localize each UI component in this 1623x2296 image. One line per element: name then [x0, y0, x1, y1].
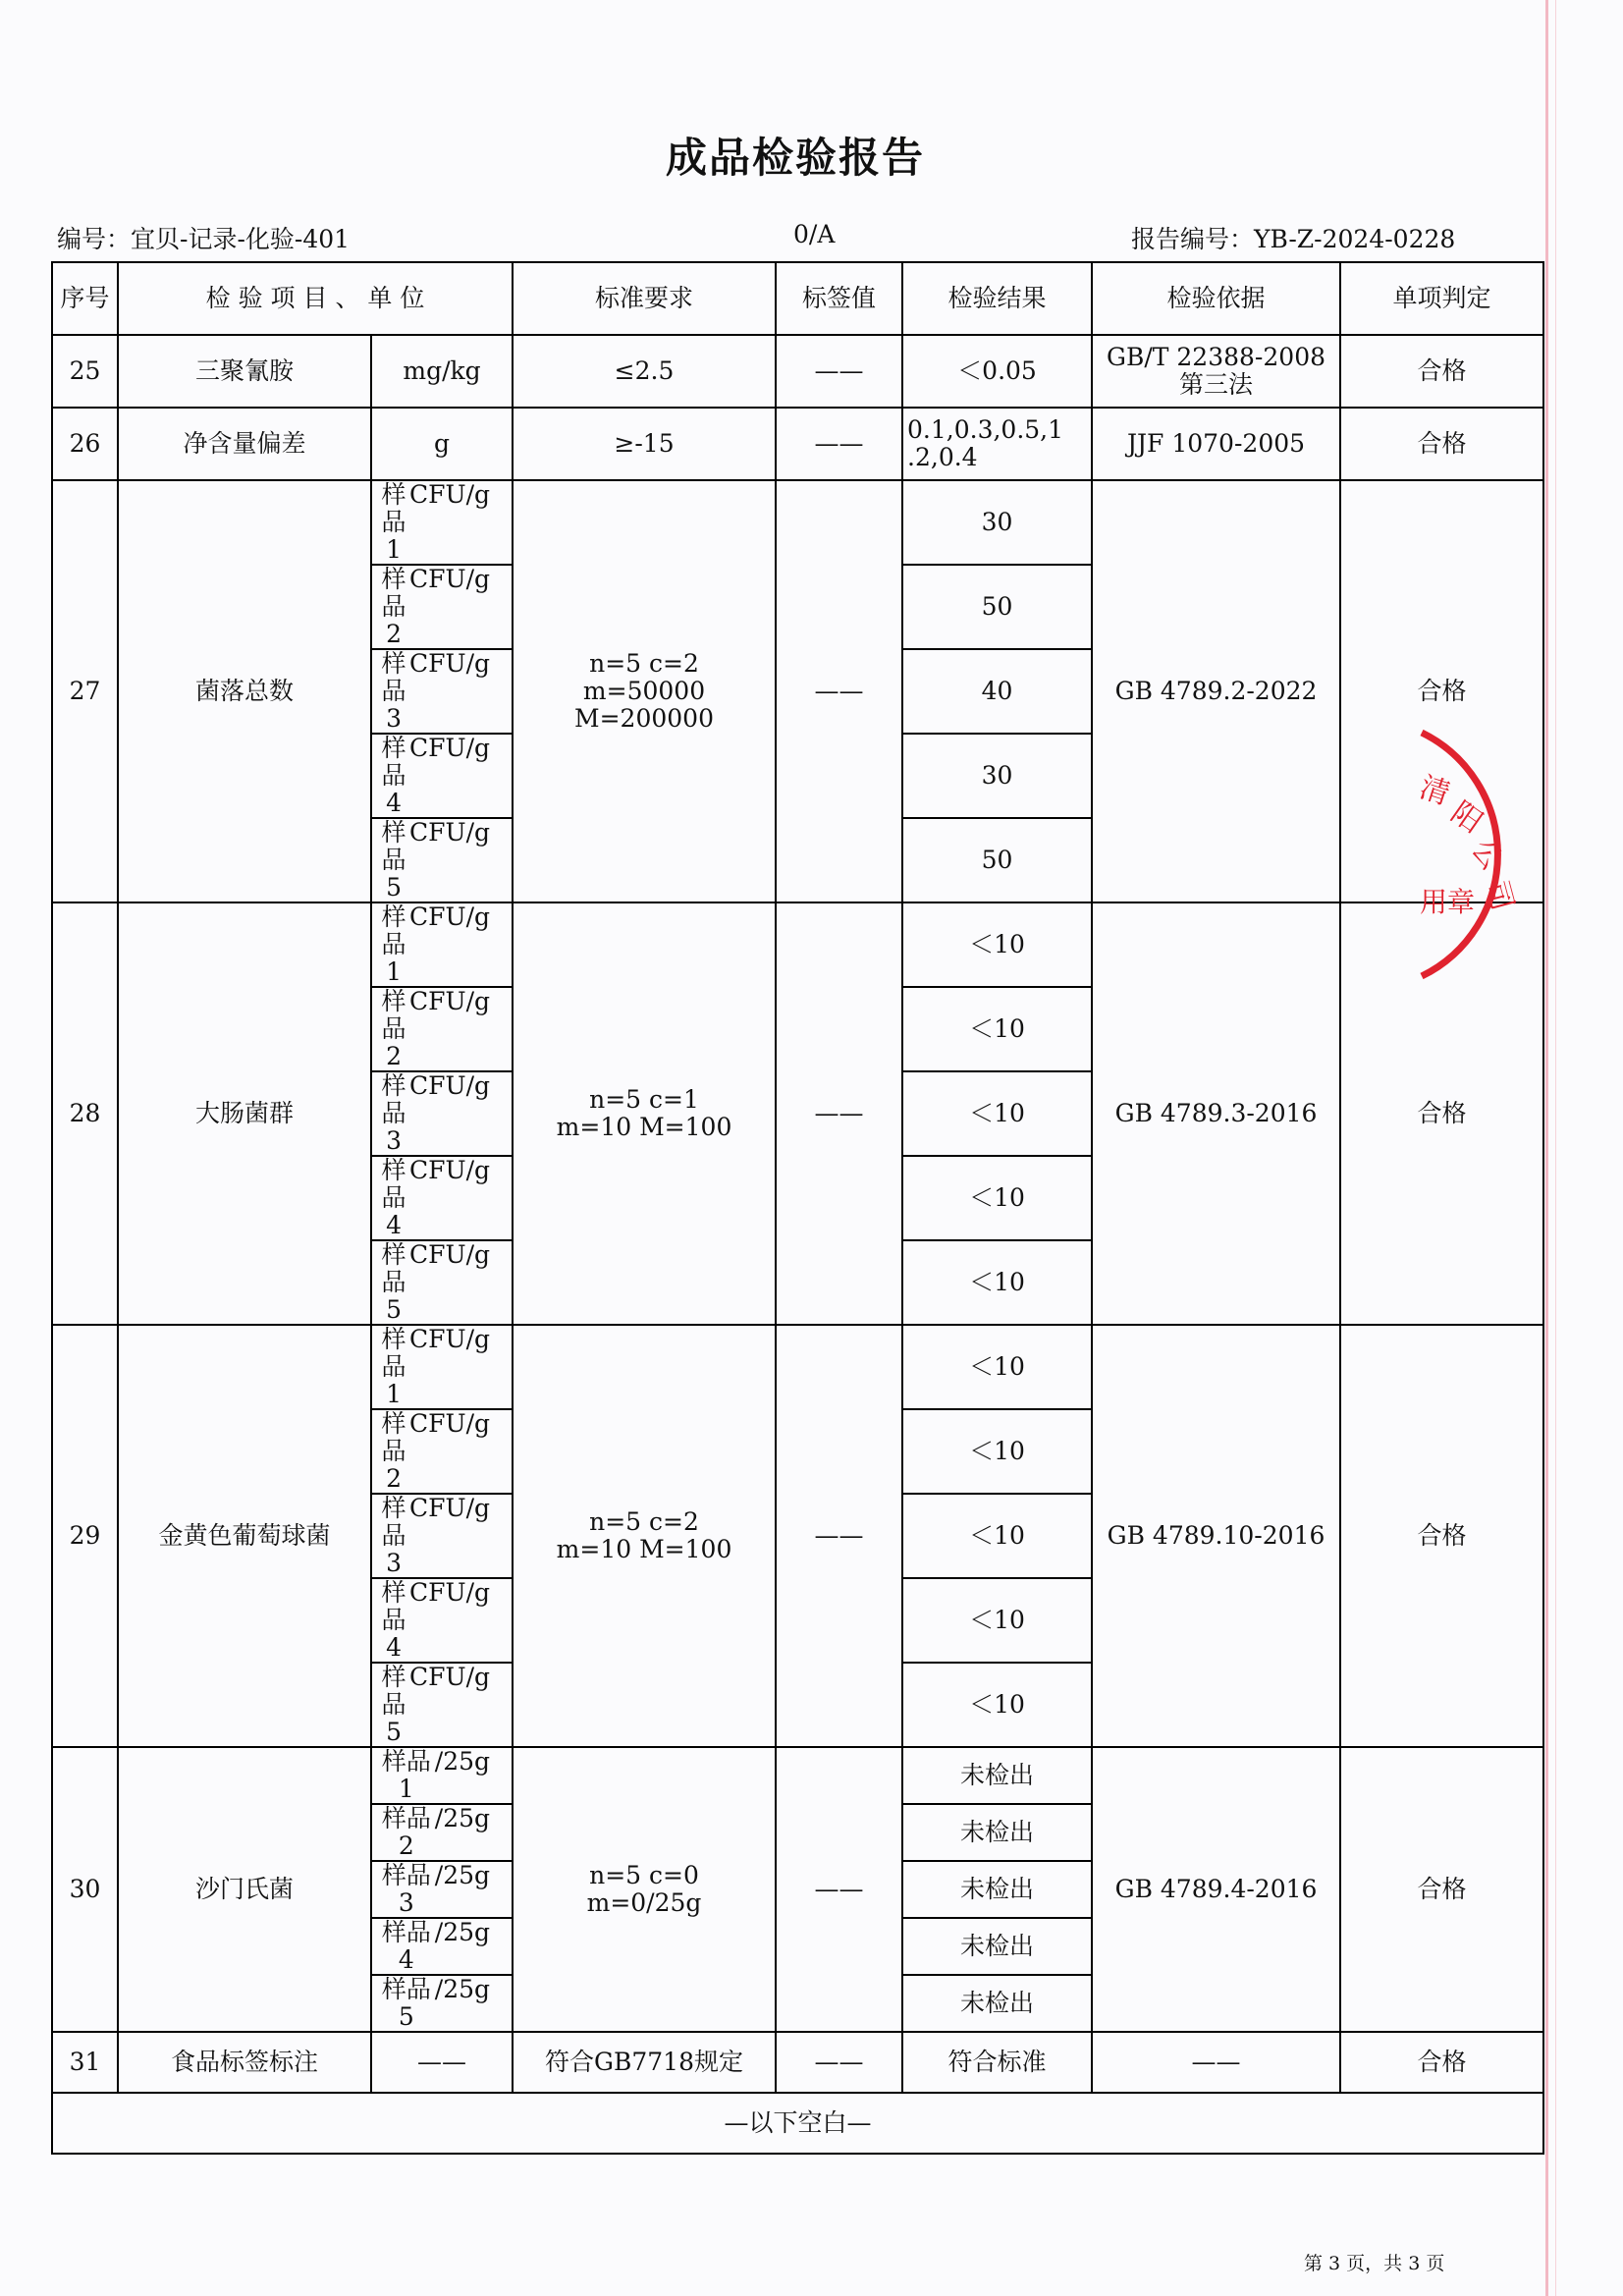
- inspection-table: [51, 261, 1544, 2155]
- seal-char: 阳: [1444, 794, 1489, 841]
- row-basis: GB 4789.2-2022: [1092, 480, 1340, 902]
- row-basis: GB 4789.3-2016: [1092, 902, 1340, 1325]
- row-basis: ——: [1092, 2032, 1340, 2093]
- standard-line-2: m=0/25g: [586, 1888, 702, 1917]
- sample-inner: [372, 1976, 512, 2031]
- sample-unit: CFU/g: [409, 1071, 491, 1100]
- row-verdict: 合格: [1340, 480, 1543, 902]
- sample-cell: [371, 1747, 513, 1804]
- sample-result: 50: [902, 565, 1092, 649]
- sample-result: ＜10: [902, 1409, 1092, 1494]
- table-row: [52, 1747, 1543, 1804]
- sample-cell: [371, 734, 513, 818]
- table-row: [52, 902, 1543, 987]
- sample-cell: [371, 1578, 513, 1663]
- row-standard: 符合GB7718规定: [513, 2032, 776, 2093]
- row-seq: 28: [52, 902, 118, 1325]
- header-result: 检验结果: [902, 262, 1092, 335]
- row-verdict: 合格: [1340, 335, 1543, 408]
- row-item-name: 三聚氰胺: [118, 335, 371, 408]
- sample-label: 样品4: [381, 1156, 406, 1239]
- sample-result: 未检出: [902, 1918, 1092, 1975]
- row-basis: [1092, 335, 1340, 408]
- row-seq: 26: [52, 408, 118, 480]
- row-seq: 31: [52, 2032, 118, 2093]
- sample-inner: [372, 903, 512, 986]
- row-verdict: 合格: [1340, 1325, 1543, 1747]
- blank-note: —以下空白—: [52, 2093, 1543, 2154]
- row-seq: 27: [52, 480, 118, 902]
- header-verdict: 单项判定: [1340, 262, 1543, 335]
- sample-result: ＜10: [902, 902, 1092, 987]
- sample-label: 样品3: [381, 1861, 431, 1917]
- sample-cell: [371, 818, 513, 902]
- seal-char: 用章: [1420, 886, 1476, 918]
- header-label-value: 标签值: [776, 262, 902, 335]
- sample-unit: CFU/g: [409, 480, 491, 509]
- row-seq: 29: [52, 1325, 118, 1747]
- sample-result: ＜10: [902, 1494, 1092, 1578]
- page-footer: 第 3 页，共 3 页: [1304, 2253, 1445, 2274]
- row-basis: GB 4789.4-2016: [1092, 1747, 1340, 2032]
- sample-unit: CFU/g: [409, 1325, 491, 1353]
- sample-unit: CFU/g: [409, 734, 491, 762]
- row-seq: 25: [52, 335, 118, 408]
- sample-cell: [371, 1918, 513, 1975]
- row-unit: ——: [371, 2032, 513, 2093]
- row-label-value: ——: [776, 1325, 902, 1747]
- row-standard: [513, 1747, 776, 2032]
- row-item-name: 净含量偏差: [118, 408, 371, 480]
- sample-cell: [371, 987, 513, 1071]
- row-item-name: 食品标签标注: [118, 2032, 371, 2093]
- sample-cell: [371, 1071, 513, 1156]
- basis-line-2: 第三法: [1179, 370, 1254, 399]
- sample-label: 样品4: [381, 1918, 431, 1974]
- sample-cell: [371, 1663, 513, 1747]
- sample-inner: [372, 1495, 512, 1577]
- row-item-name: 菌落总数: [118, 480, 371, 902]
- sample-unit: CFU/g: [409, 1494, 491, 1522]
- sample-result: ＜10: [902, 1663, 1092, 1747]
- result-line-2: .2,0.4: [907, 443, 978, 471]
- row-verdict: 合格: [1340, 2032, 1543, 2093]
- sample-unit: /25g: [434, 1918, 491, 1946]
- standard-line-1: n=5 c=2: [589, 649, 699, 678]
- header-seq: 序号: [52, 262, 118, 335]
- sample-inner: [372, 650, 512, 733]
- standard-line-1: n=5 c=1: [589, 1085, 699, 1114]
- report-number: 报告编号：YB-Z-2024-0228: [1131, 225, 1456, 253]
- sample-label: 样品2: [381, 565, 406, 648]
- document-version: 0/A: [793, 220, 836, 248]
- sample-result: 30: [902, 734, 1092, 818]
- row-label-value: ——: [776, 902, 902, 1325]
- basis-line-1: GB/T 22388-2008: [1107, 343, 1326, 371]
- table-row: [52, 1325, 1543, 1409]
- row-unit: g: [371, 408, 513, 480]
- row-result: [902, 408, 1092, 480]
- sample-inner: [372, 1664, 512, 1746]
- row-label-value: ——: [776, 1747, 902, 2032]
- sample-unit: CFU/g: [409, 1409, 491, 1438]
- sample-cell: [371, 1975, 513, 2032]
- page-edge-stripe-2: [1555, 0, 1556, 2296]
- row-item-name: 沙门氏菌: [118, 1747, 371, 2032]
- sample-result: ＜10: [902, 987, 1092, 1071]
- sample-label: 样品5: [381, 1240, 406, 1324]
- row-standard: [513, 1325, 776, 1747]
- row-verdict: 合格: [1340, 1747, 1543, 2032]
- sample-cell: [371, 1240, 513, 1325]
- sample-result: 未检出: [902, 1975, 1092, 2032]
- sample-unit: CFU/g: [409, 1578, 491, 1607]
- row-seq: 30: [52, 1747, 118, 2032]
- sample-cell: [371, 649, 513, 734]
- row-label-value: ——: [776, 480, 902, 902]
- sample-label: 样品3: [381, 1071, 406, 1155]
- standard-line-2: m=10 M=100: [556, 1535, 732, 1563]
- sample-label: 样品1: [381, 1325, 406, 1408]
- sample-inner: [372, 1805, 512, 1860]
- sample-result: 未检出: [902, 1861, 1092, 1918]
- header-standard: 标准要求: [513, 262, 776, 335]
- row-unit: mg/kg: [371, 335, 513, 408]
- sample-inner: [372, 1579, 512, 1662]
- sample-inner: [372, 1748, 512, 1803]
- sample-cell: [371, 902, 513, 987]
- document-code: 编号：宜贝-记录-化验-401: [57, 225, 351, 253]
- sample-inner: [372, 1410, 512, 1493]
- sample-result: ＜10: [902, 1071, 1092, 1156]
- sample-label: 样品5: [381, 1663, 406, 1746]
- sample-inner: [372, 1919, 512, 1974]
- sample-result: ＜10: [902, 1578, 1092, 1663]
- table-row: [52, 2032, 1543, 2093]
- sample-result: ＜10: [902, 1325, 1092, 1409]
- standard-line-2: m=50000 M=200000: [574, 677, 714, 733]
- sample-cell: [371, 1156, 513, 1240]
- sample-unit: CFU/g: [409, 818, 491, 847]
- sample-unit: /25g: [434, 1804, 491, 1832]
- sample-label: 样品4: [381, 1578, 406, 1662]
- sample-result: ＜10: [902, 1240, 1092, 1325]
- sample-cell: [371, 480, 513, 565]
- sample-inner: [372, 1072, 512, 1155]
- page-title: 成品检验报告: [665, 134, 925, 182]
- sample-unit: CFU/g: [409, 1663, 491, 1691]
- sample-result: ＜10: [902, 1156, 1092, 1240]
- result-line-1: 0.1,0.3,0.5,1: [907, 415, 1064, 444]
- sample-inner: [372, 1326, 512, 1408]
- sample-inner: [372, 1862, 512, 1917]
- row-item-name: 大肠菌群: [118, 902, 371, 1325]
- sample-label: 样品4: [381, 734, 406, 817]
- sample-label: 样品3: [381, 649, 406, 733]
- sample-unit: /25g: [434, 1861, 491, 1889]
- sample-cell: [371, 1861, 513, 1918]
- sample-cell: [371, 1325, 513, 1409]
- sample-unit: CFU/g: [409, 565, 491, 593]
- sample-inner: [372, 566, 512, 648]
- row-standard: ≥-15: [513, 408, 776, 480]
- sample-label: 样品1: [381, 1747, 431, 1803]
- sample-cell: [371, 565, 513, 649]
- standard-line-2: m=10 M=100: [556, 1113, 732, 1141]
- sample-label: 样品3: [381, 1494, 406, 1577]
- table-row: [52, 408, 1543, 480]
- blank-row: [52, 2093, 1543, 2154]
- sample-cell: [371, 1494, 513, 1578]
- sample-inner: [372, 1241, 512, 1324]
- sample-label: 样品2: [381, 1804, 431, 1860]
- seal-char: 公: [1464, 833, 1510, 878]
- row-standard: ≤2.5: [513, 335, 776, 408]
- sample-unit: CFU/g: [409, 1156, 491, 1184]
- row-result: ＜0.05: [902, 335, 1092, 408]
- row-standard: [513, 480, 776, 902]
- sample-inner: [372, 819, 512, 902]
- sample-unit: CFU/g: [409, 987, 491, 1015]
- table-header-row: [52, 262, 1543, 335]
- sample-cell: [371, 1804, 513, 1861]
- standard-line-1: n=5 c=2: [589, 1507, 699, 1536]
- sample-label: 样品1: [381, 902, 406, 986]
- row-item-name: 金黄色葡萄球菌: [118, 1325, 371, 1747]
- sample-result: 40: [902, 649, 1092, 734]
- sample-unit: /25g: [434, 1747, 491, 1776]
- sample-inner: [372, 988, 512, 1070]
- sample-inner: [372, 735, 512, 817]
- row-label-value: ——: [776, 408, 902, 480]
- header-basis: 检验依据: [1092, 262, 1340, 335]
- sample-label: 样品1: [381, 480, 406, 564]
- header-item: 检 验 项 目 、 单 位: [118, 262, 513, 335]
- sample-inner: [372, 1157, 512, 1239]
- row-basis: GB 4789.10-2016: [1092, 1325, 1340, 1747]
- sample-result: 30: [902, 480, 1092, 565]
- row-result: 符合标准: [902, 2032, 1092, 2093]
- row-verdict: 合格: [1340, 408, 1543, 480]
- table-row: [52, 335, 1543, 408]
- seal-char: 清: [1415, 770, 1454, 812]
- standard-line-1: n=5 c=0: [589, 1861, 699, 1889]
- sample-unit: CFU/g: [409, 649, 491, 678]
- sample-result: 未检出: [902, 1747, 1092, 1804]
- row-basis: JJF 1070-2005: [1092, 408, 1340, 480]
- table-row: [52, 480, 1543, 565]
- sample-cell: [371, 1409, 513, 1494]
- sample-label: 样品2: [381, 987, 406, 1070]
- sample-label: 样品2: [381, 1409, 406, 1493]
- sample-label: 样品5: [381, 818, 406, 902]
- sample-unit: /25g: [434, 1975, 491, 2003]
- sample-unit: CFU/g: [409, 902, 491, 931]
- sample-unit: CFU/g: [409, 1240, 491, 1269]
- page-edge-stripe: [1545, 0, 1548, 2296]
- sample-result: 未检出: [902, 1804, 1092, 1861]
- seal-char: 司: [1479, 877, 1520, 915]
- row-label-value: ——: [776, 335, 902, 408]
- sample-result: 50: [902, 818, 1092, 902]
- row-standard: [513, 902, 776, 1325]
- sample-inner: [372, 481, 512, 564]
- row-label-value: ——: [776, 2032, 902, 2093]
- row-verdict: 合格: [1340, 902, 1543, 1325]
- sample-label: 样品5: [381, 1975, 431, 2031]
